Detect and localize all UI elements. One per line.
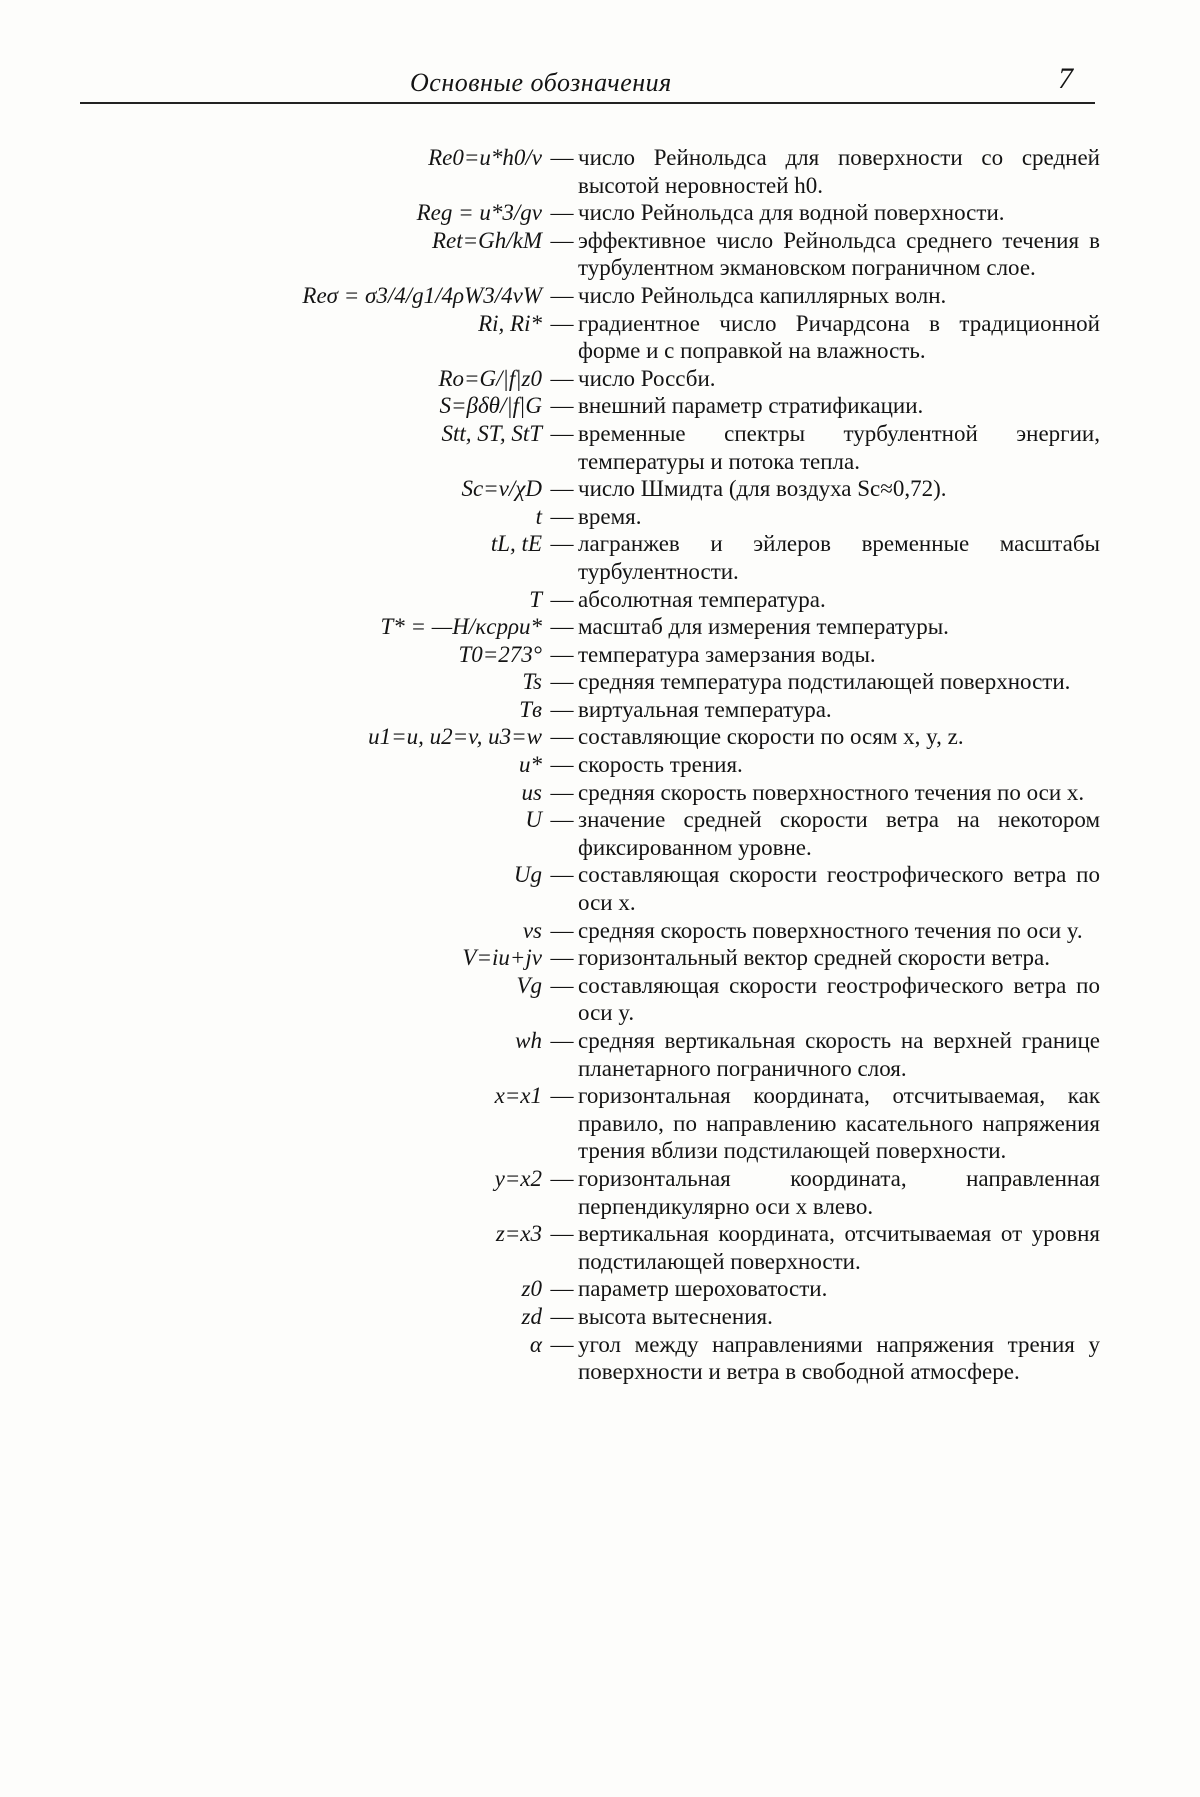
em-dash-separator: —	[550, 641, 574, 667]
notation-entry	[0, 779, 1200, 807]
notation-entry	[0, 668, 1200, 696]
em-dash-separator: —	[550, 145, 574, 170]
notation-entry	[0, 751, 1200, 779]
notation-symbol: x=x1	[494, 1083, 542, 1109]
notation-entry	[0, 1027, 1200, 1082]
notation-entry	[0, 1331, 1200, 1386]
em-dash-separator: —	[550, 807, 574, 833]
notation-symbol: Ret=Gh/kM	[431, 227, 542, 253]
notation-entry	[0, 1303, 1200, 1331]
notation-definition: составляющие скорости по осям x, y, z.	[578, 724, 964, 750]
notation-symbol: Re0=u*h0/ν	[428, 145, 542, 170]
notation-entry	[0, 199, 1200, 227]
notation-entry	[0, 310, 1200, 365]
notation-definition: масштаб для измерения температуры.	[578, 614, 949, 640]
notation-definition: горизонтальная координата, отсчитываемая, как правило, по направлению касательного напряжения трения вблизи подстилающей поверхности.	[578, 1083, 1100, 1164]
notation-entry	[0, 475, 1200, 503]
em-dash-separator: —	[550, 972, 574, 998]
notation-entry	[0, 227, 1200, 282]
notation-entry	[0, 723, 1200, 751]
notation-symbol: Ts	[522, 669, 542, 695]
notation-definition: скорость трения.	[578, 752, 743, 778]
notation-entry	[0, 503, 1200, 531]
em-dash-separator: —	[550, 696, 574, 722]
notation-definition: число Шмидта (для воздуха Sc≈0,72).	[578, 476, 947, 502]
notation-definition: время.	[578, 503, 642, 529]
notation-entry	[0, 613, 1200, 641]
notation-definition: высота вытеснения.	[578, 1303, 773, 1329]
em-dash-separator: —	[550, 420, 574, 446]
notation-definition: градиентное число Ричардсона в традиционной форме и с поправкой на влажность.	[578, 310, 1100, 364]
notation-symbol: us	[521, 779, 542, 805]
notation-symbol: y=x2	[494, 1165, 542, 1191]
notation-definition: вертикальная координата, отсчитываемая от уровня подстилающей поверхности.	[578, 1221, 1100, 1274]
em-dash-separator: —	[550, 310, 574, 336]
notation-symbol: Stt, ST, StT	[441, 420, 542, 446]
notation-entry	[0, 1165, 1200, 1220]
notation-symbol: Reσ = σ3/4/g1/4ρW3/4νW	[302, 282, 542, 308]
notation-definition: эффективное число Рейнольдса среднего течения в турбулентном экмановском пограничном слое.	[578, 227, 1100, 281]
notation-entry	[0, 420, 1200, 475]
em-dash-separator: —	[550, 586, 574, 612]
notation-definition: средняя скорость поверхностного течения по оси x.	[578, 779, 1085, 805]
em-dash-separator: —	[550, 917, 574, 943]
notation-symbol: vs	[522, 917, 542, 943]
notation-symbol: Reg = u*3/gν	[416, 200, 542, 226]
notation-definition: значение средней скорости ветра на некотором фиксированном уровне.	[578, 807, 1100, 860]
notation-symbol: Ug	[513, 862, 542, 888]
notation-symbol: u*	[519, 752, 542, 778]
notation-entry	[0, 917, 1200, 945]
notation-symbol: z=x3	[495, 1221, 542, 1247]
notation-entry	[0, 1082, 1200, 1165]
notation-entry	[0, 530, 1200, 585]
em-dash-separator: —	[550, 1165, 574, 1191]
page-header	[0, 60, 1200, 110]
notation-definition: горизонтальный вектор средней скорости ветра.	[578, 945, 1050, 971]
notation-definition: лагранжев и эйлеров временные масштабы турбулентности.	[578, 531, 1100, 584]
notation-definition: средняя вертикальная скорость на верхней границе планетарного пограничного слоя.	[578, 1028, 1100, 1081]
em-dash-separator: —	[550, 1221, 574, 1247]
em-dash-separator: —	[550, 752, 574, 778]
notation-symbol: S=βδθ/|f|G	[439, 393, 542, 419]
notation-definition: горизонтальная координата, направленная перпендикулярно оси x влево.	[578, 1165, 1100, 1219]
notation-symbol: U	[525, 807, 542, 833]
notation-definition: средняя скорость поверхностного течения по оси y.	[578, 917, 1083, 943]
running-head: Основные обозначения	[410, 68, 672, 97]
notation-symbol: T* = —H/κcpρu*	[380, 614, 542, 640]
notation-symbol: u1=u, u2=v, u3=w	[368, 724, 542, 750]
header-rule	[80, 102, 1095, 104]
em-dash-separator: —	[550, 227, 574, 253]
em-dash-separator: —	[550, 1331, 574, 1357]
notation-definition: число Рейнольдса для поверхности со средней высотой неровностей h0.	[578, 145, 1100, 198]
notation-symbol: Sc=ν/χD	[461, 476, 542, 502]
em-dash-separator: —	[550, 614, 574, 640]
notation-definition: виртуальная температура.	[578, 696, 832, 722]
notation-symbol: Vg	[516, 972, 542, 998]
notation-symbol: t	[535, 503, 542, 529]
em-dash-separator: —	[550, 365, 574, 391]
em-dash-separator: —	[550, 669, 574, 695]
notation-entry	[0, 282, 1200, 310]
notation-symbol: zd	[521, 1303, 542, 1329]
notation-symbol: z0	[521, 1276, 542, 1302]
em-dash-separator: —	[550, 862, 574, 888]
notation-definition: число Россби.	[578, 365, 716, 391]
notation-definition: внешний параметр стратификации.	[578, 393, 924, 419]
notation-entry	[0, 392, 1200, 420]
notation-list	[0, 144, 1200, 1386]
em-dash-separator: —	[550, 1083, 574, 1109]
em-dash-separator: —	[550, 1276, 574, 1302]
notation-definition: температура замерзания воды.	[578, 641, 876, 667]
em-dash-separator: —	[550, 724, 574, 750]
notation-entry	[0, 586, 1200, 614]
em-dash-separator: —	[550, 282, 574, 308]
notation-entry	[0, 641, 1200, 669]
notation-entry	[0, 144, 1200, 199]
notation-entry	[0, 861, 1200, 916]
em-dash-separator: —	[550, 1028, 574, 1053]
notation-symbol: α	[529, 1331, 542, 1357]
notation-definition: абсолютная температура.	[578, 586, 826, 612]
notation-entry	[0, 972, 1200, 1027]
notation-definition: составляющая скорости геострофического ветра по оси x.	[578, 862, 1100, 916]
notation-symbol: Ri, Ri*	[478, 310, 542, 336]
notation-symbol: Ro=G/|f|z0	[438, 365, 542, 391]
em-dash-separator: —	[550, 945, 574, 971]
em-dash-separator: —	[550, 476, 574, 502]
notation-symbol: T0=273°	[458, 641, 542, 667]
notation-symbol: V=iu+jv	[462, 945, 542, 971]
em-dash-separator: —	[550, 200, 574, 226]
notation-definition: составляющая скорости геострофического ветра по оси y.	[578, 972, 1100, 1026]
notation-definition: средняя температура подстилающей поверхности.	[578, 669, 1071, 695]
notation-definition: временные спектры турбулентной энергии, температуры и потока тепла.	[578, 420, 1100, 474]
notation-symbol: T	[529, 586, 542, 612]
notation-definition: число Рейнольдса для водной поверхности.	[578, 200, 1005, 226]
notation-entry	[0, 806, 1200, 861]
em-dash-separator: —	[550, 393, 574, 419]
em-dash-separator: —	[550, 531, 574, 557]
notation-entry	[0, 944, 1200, 972]
notation-symbol: Tв	[519, 696, 542, 722]
em-dash-separator: —	[550, 503, 574, 529]
page-number: 7	[1058, 62, 1073, 95]
notation-entry	[0, 365, 1200, 393]
em-dash-separator: —	[550, 779, 574, 805]
notation-entry	[0, 1220, 1200, 1275]
notation-entry	[0, 696, 1200, 724]
notation-entry	[0, 1275, 1200, 1303]
notation-definition: угол между направлениями напряжения трения у поверхности и ветра в свободной атмосфере.	[578, 1331, 1100, 1385]
notation-definition: параметр шероховатости.	[578, 1276, 828, 1302]
em-dash-separator: —	[550, 1303, 574, 1329]
notation-symbol: wh	[515, 1028, 542, 1053]
notation-definition: число Рейнольдса капиллярных волн.	[578, 282, 947, 308]
notation-symbol: tL, tE	[490, 531, 542, 557]
